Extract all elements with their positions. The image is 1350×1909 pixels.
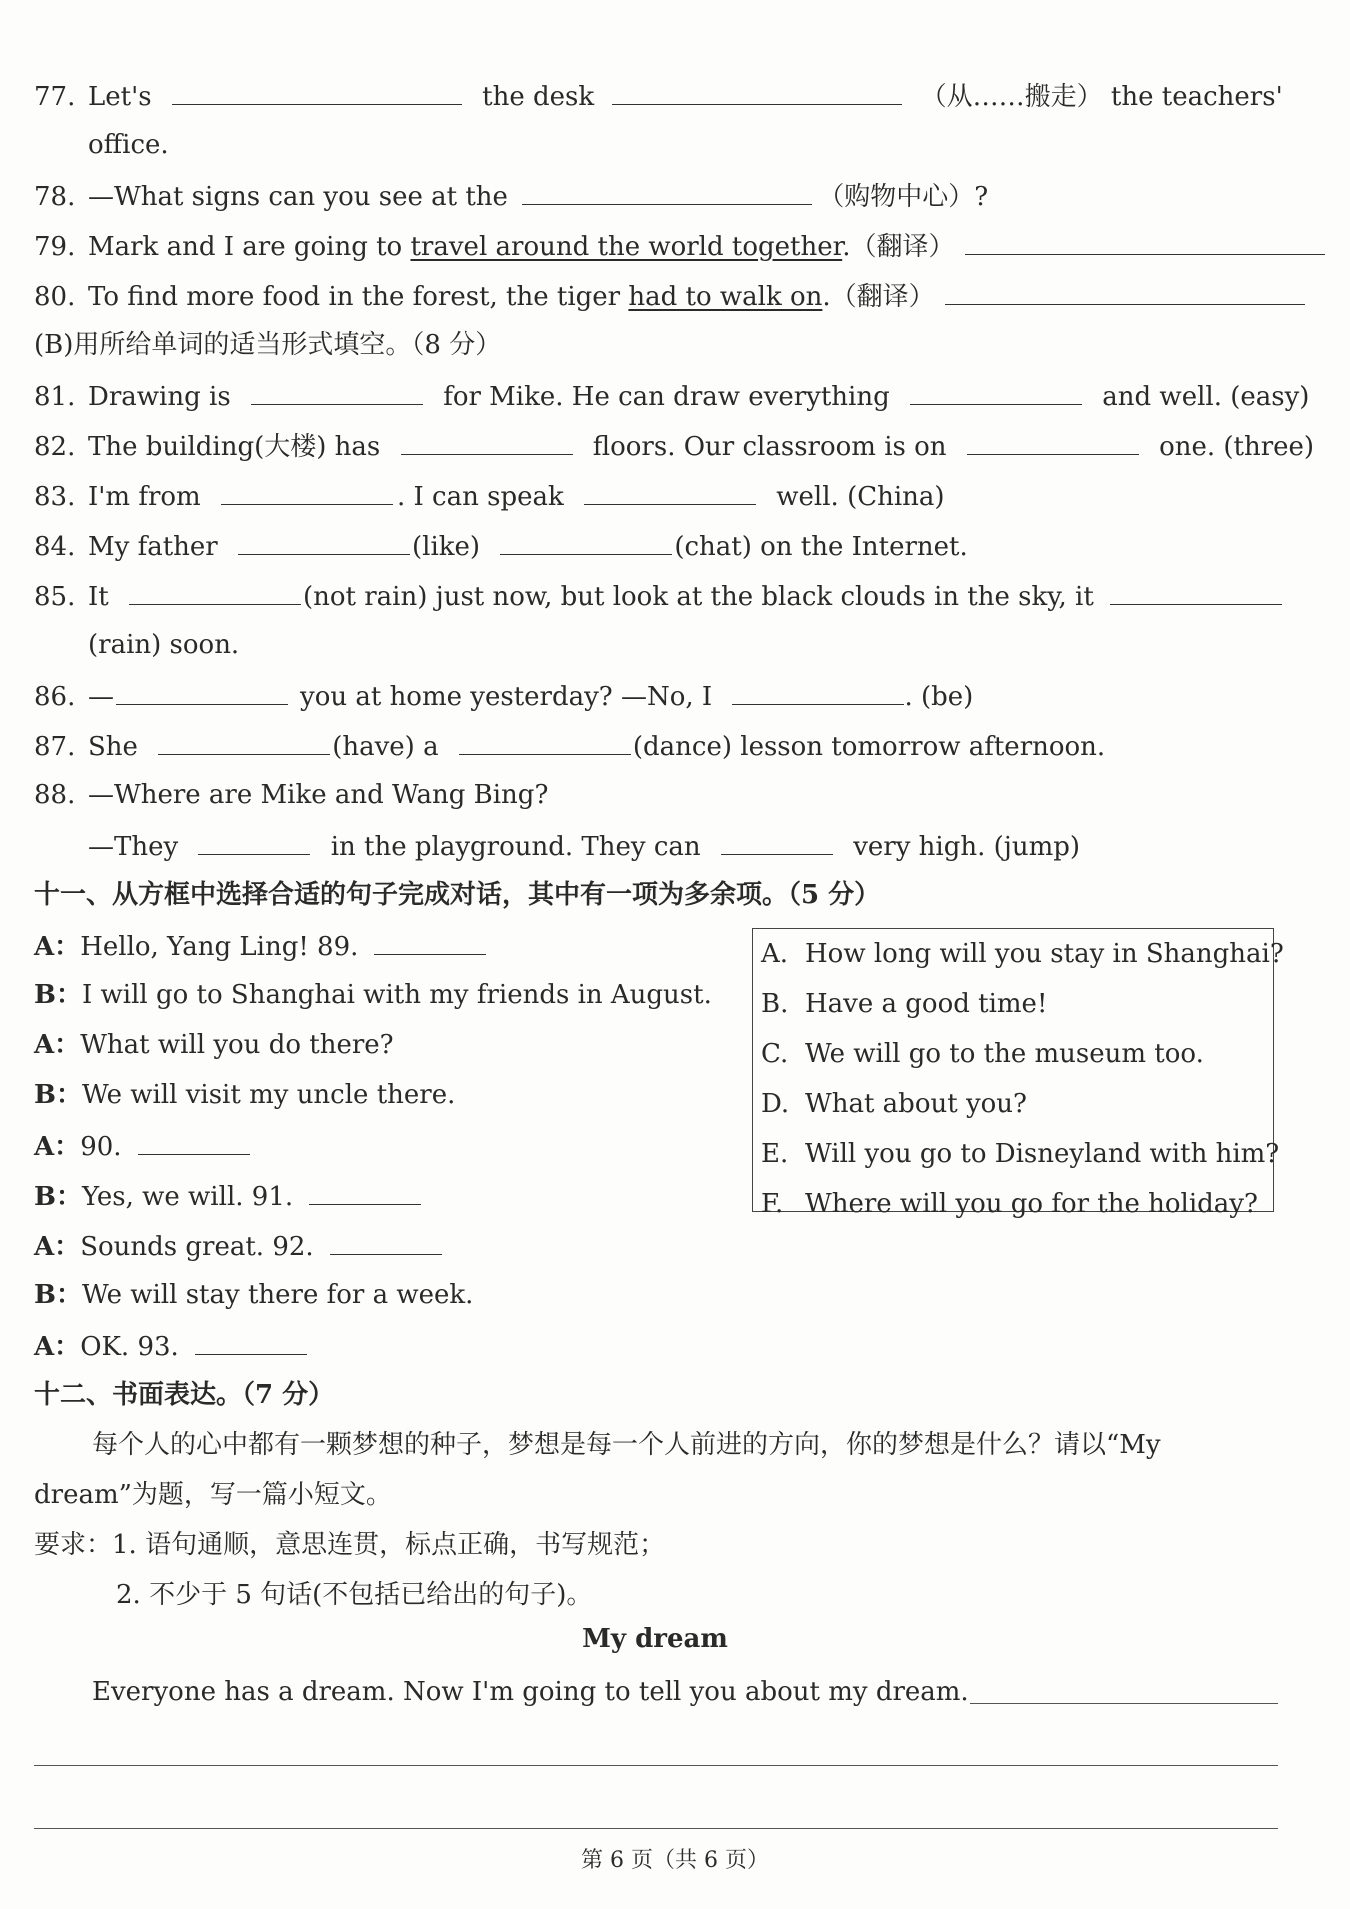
dialog-line: [34, 1128, 250, 1164]
question-84: 84. My father (like) (chat) on the Internet.: [34, 528, 968, 564]
dialog-text: OK. 93.: [80, 1332, 179, 1362]
section-11-heading: 十一、从方框中选择合适的句子完成对话，其中有一项为多余项。（5 分）: [34, 880, 881, 910]
answer-blank[interactable]: [158, 728, 330, 755]
page-footer: 第 6 页（共 6 页）: [581, 1848, 769, 1873]
answer-blank[interactable]: [732, 678, 904, 705]
answer-blank[interactable]: [584, 478, 756, 505]
question-81: 81. Drawing is for Mike. He can draw everything and well. (easy): [34, 378, 1309, 414]
answer-blank[interactable]: [522, 178, 812, 205]
section-12-heading: 十二、书面表达。（7 分）: [34, 1380, 335, 1410]
option-text: We will go to the museum too.: [805, 1039, 1204, 1069]
dialog-line: [34, 928, 486, 964]
answer-blank[interactable]: [500, 528, 672, 555]
answer-blank[interactable]: [721, 828, 833, 855]
answer-blank[interactable]: [195, 1328, 307, 1355]
dialog-line: [34, 1228, 442, 1264]
speaker-label: B：: [34, 1182, 82, 1212]
answer-blank[interactable]: [221, 478, 393, 505]
answer-blank[interactable]: [172, 78, 462, 105]
section-b-heading: (B)用所给单词的适当形式填空。（8 分）: [34, 330, 502, 360]
answer-blank[interactable]: [374, 928, 486, 955]
option-text: How long will you stay in Shanghai?: [805, 939, 1284, 969]
option-letter: E.: [761, 1139, 789, 1169]
question-88-answer: —They in the playground. They can very high. (jump): [88, 828, 1080, 864]
question-78: 78. —What signs can you see at the （购物中心）?: [34, 178, 988, 214]
question-85: 85. It (not rain) just now, but look at the black clouds in the sky, it: [34, 578, 1282, 614]
option-text: Have a good time!: [805, 989, 1048, 1019]
answer-blank[interactable]: [612, 78, 902, 105]
option-item: [761, 937, 1284, 971]
requirement-2: 2. 不少于 5 句话(不包括已给出的句子)。: [116, 1580, 593, 1610]
dialog-text: Sounds great. 92.: [80, 1232, 314, 1262]
question-83: 83. I'm from . I can speak well. (China): [34, 478, 945, 514]
essay-title: My dream: [582, 1624, 728, 1654]
question-77: 77. Let's the desk （从……搬走） the teachers': [34, 78, 1283, 114]
option-text: Will you go to Disneyland with him?: [805, 1139, 1280, 1169]
dialog-line: [34, 978, 712, 1012]
option-item: [761, 1037, 1204, 1071]
option-item: [761, 1087, 1027, 1121]
answer-blank[interactable]: [1110, 578, 1282, 605]
answer-blank[interactable]: [309, 1178, 421, 1205]
question-77-cont: office.: [88, 130, 169, 160]
dialog-text: Yes, we will. 91.: [81, 1182, 294, 1212]
answer-blank[interactable]: [330, 1228, 442, 1255]
answer-blank[interactable]: [945, 278, 1305, 305]
answer-blank[interactable]: [401, 428, 573, 455]
answer-blank[interactable]: [459, 728, 631, 755]
dialog-line: [34, 1278, 473, 1312]
essay-start: Everyone has a dream. Now I'm going to tell you about my dream.: [92, 1677, 969, 1707]
option-letter: D.: [761, 1089, 790, 1119]
answer-blank[interactable]: [138, 1128, 250, 1155]
speaker-label: A：: [34, 932, 81, 962]
dialog-text: We will visit my uncle there.: [81, 1080, 456, 1110]
option-letter: B.: [761, 989, 789, 1019]
prompt-line-2: dream”为题，写一篇小短文。: [34, 1480, 392, 1510]
speaker-label: B：: [34, 1080, 82, 1110]
dialog-text: I will go to Shanghai with my friends in August.: [81, 980, 712, 1010]
dialog-text: Hello, Yang Ling! 89.: [80, 932, 359, 962]
answer-blank[interactable]: [129, 578, 301, 605]
option-item: [761, 1137, 1279, 1171]
prompt-line-1: 每个人的心中都有一颗梦想的种子，梦想是每一个人前进的方向，你的梦想是什么？请以“My: [92, 1430, 1161, 1460]
options-box: [752, 928, 1284, 1219]
question-86: 86. — you at home yesterday? —No, I . (be): [34, 678, 973, 714]
answer-blank[interactable]: [251, 378, 423, 405]
option-item: [761, 987, 1047, 1021]
dialog-line: [34, 1328, 307, 1364]
requirement-1: 要求：1. 语句通顺，意思连贯，标点正确，书写规范；: [34, 1530, 666, 1560]
answer-blank[interactable]: [967, 428, 1139, 455]
option-letter: A.: [761, 939, 789, 969]
writing-line[interactable]: [34, 1828, 1278, 1829]
answer-blank[interactable]: [910, 378, 1082, 405]
answer-blank[interactable]: [238, 528, 410, 555]
dialog-line: [34, 1028, 394, 1062]
question-79: 79. Mark and I are going to travel around the world together.（翻译）: [34, 228, 1325, 264]
answer-blank[interactable]: [116, 678, 288, 705]
option-letter: C.: [761, 1039, 789, 1069]
question-87: 87. She (have) a (dance) lesson tomorrow afternoon.: [34, 728, 1105, 764]
option-text: Where will you go for the holiday?: [805, 1189, 1258, 1219]
speaker-label: A：: [34, 1030, 81, 1060]
question-88: 88. —Where are Mike and Wang Bing?: [34, 780, 549, 810]
writing-line[interactable]: [970, 1703, 1278, 1704]
speaker-label: A：: [34, 1132, 81, 1162]
question-85-cont: (rain) soon.: [88, 630, 240, 660]
speaker-label: B：: [34, 1280, 82, 1310]
question-80: 80. To find more food in the forest, the tiger had to walk on.（翻译）: [34, 278, 1305, 314]
answer-blank[interactable]: [965, 228, 1325, 255]
dialog-text: What will you do there?: [80, 1030, 394, 1060]
question-82: 82. The building(大楼) has floors. Our classroom is on one. (three): [34, 428, 1314, 464]
writing-line[interactable]: [34, 1765, 1278, 1766]
dialog-line: [34, 1078, 455, 1112]
dialog-text: We will stay there for a week.: [81, 1280, 474, 1310]
answer-blank[interactable]: [198, 828, 310, 855]
speaker-label: A：: [34, 1332, 81, 1362]
option-letter: F.: [761, 1189, 784, 1219]
option-item: [761, 1187, 1258, 1221]
dialog-line: [34, 1178, 421, 1214]
speaker-label: A：: [34, 1232, 81, 1262]
option-text: What about you?: [805, 1089, 1027, 1119]
speaker-label: B：: [34, 980, 82, 1010]
dialog-text: 90.: [80, 1132, 122, 1162]
